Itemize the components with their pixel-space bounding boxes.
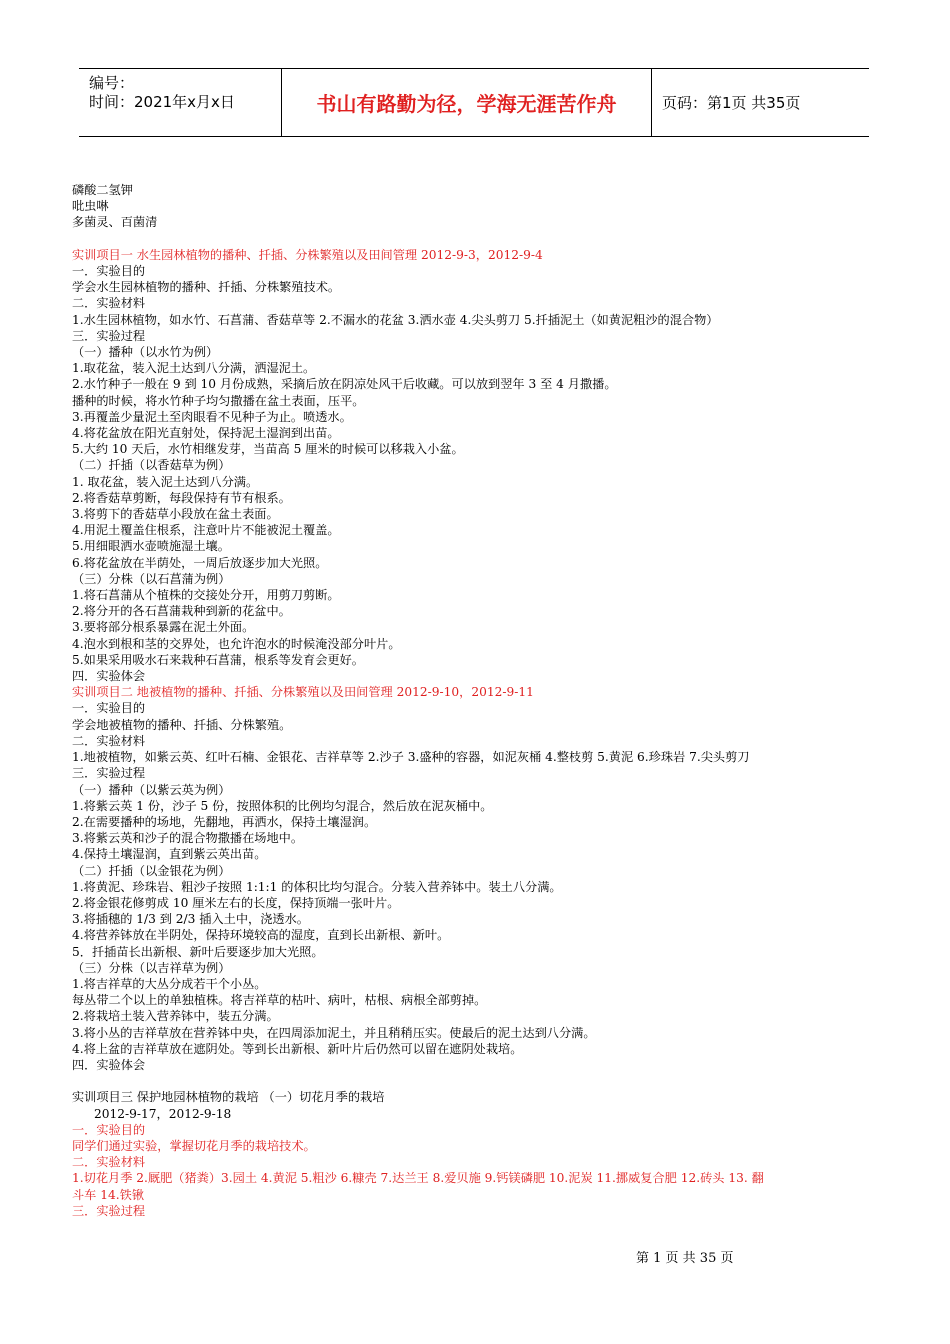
text-line: 1.取花盆，装入泥土达到八分满，洒湿泥土。 <box>72 361 316 376</box>
header-page-number <box>662 69 869 136</box>
text-line: 1.将吉祥草的大丛分成若干个小丛。 <box>72 976 267 991</box>
text-line: 1.将紫云英 1 份，沙子 5 份，按照体积的比例均匀混合，然后放在泥灰桶中。 <box>72 798 493 813</box>
text-line: 2.在需要播种的场地，先翻地，再洒水，保持土壤湿润。 <box>72 814 377 829</box>
text-line: 二．实验材料 <box>72 296 146 311</box>
text-line: 1.切花月季 2.厩肥（猪粪）3.园土 4.黄泥 5.粗沙 6.糠壳 7.达兰王 8.爱贝施 9.钙镁磷肥 10.泥炭 11.挪威复合肥 12.砖头 13. 翻 <box>72 1171 764 1186</box>
text-line: （一）播种（以紫云英为例） <box>72 782 231 797</box>
text-line: 3.将剪下的香菇草小段放在盆土表面。 <box>72 507 279 522</box>
text-line: 三．实验过程 <box>72 328 146 343</box>
text-line: 实训项目二 地被植物的播种、扦插、分株繁殖以及田间管理 2012-9-10，2012-9-11 <box>72 685 534 700</box>
text-line: 4.泡水到根和茎的交界处，也允许泡水的时候淹没部分叶片。 <box>72 636 401 651</box>
text-line: 学会地被植物的播种、扦插、分株繁殖。 <box>72 717 292 732</box>
text-line: 吡虫啉 <box>72 199 109 214</box>
text-line: 学会水生园林植物的播种、扦插、分株繁殖技术。 <box>72 280 341 295</box>
text-line: （一）播种（以水竹为例） <box>72 345 219 360</box>
blank-line <box>72 231 882 247</box>
text-line: （二）扦插（以香菇草为例） <box>72 458 231 473</box>
text-line: 3.再覆盖少量泥土至肉眼看不见种子为止。喷透水。 <box>72 409 352 424</box>
text-line: 一．实验目的 <box>72 1122 146 1137</box>
text-line: 1.将黄泥、珍珠岩、粗沙子按照 1:1:1 的体积比均匀混合。分装入营养钵中。装土八分满。 <box>72 879 562 894</box>
text-line: 1.将石菖蒲从个植株的交接处分开，用剪刀剪断。 <box>72 588 340 603</box>
text-line: 4.将营养钵放在半阴处，保持环境较高的湿度，直到长出新根、新叶。 <box>72 928 450 943</box>
text-line: 3.将小丛的吉祥草放在营养钵中央，在四周添加泥土，并且稍稍压实。使最后的泥土达到八分满。 <box>72 1025 596 1040</box>
text-line: 斗车 14.铁锹 <box>72 1187 145 1202</box>
text-line: 四．实验体会 <box>72 1057 146 1072</box>
text-line: 4.将花盆放在阳光直射处，保持泥土湿润到出苗。 <box>72 426 340 441</box>
text-line: 二．实验材料 <box>72 733 146 748</box>
text-line: 4.用泥土覆盖住根系，注意叶片不能被泥土覆盖。 <box>72 523 340 538</box>
date-label: 时间：2021年x月x日 <box>89 93 235 111</box>
text-line: 一．实验目的 <box>72 701 146 716</box>
text-line: 5.大约 10 天后，水竹相继发芽，当苗高 5 厘米的时候可以移栽入小盆。 <box>72 442 464 457</box>
text-line: 四．实验体会 <box>72 669 146 684</box>
text-line: （二）扦插（以金银花为例） <box>72 863 231 878</box>
text-line: 实训项目一 水生园林植物的播种、扦插、分株繁殖以及田间管理 2012-9-3，2012-9-4 <box>72 247 543 262</box>
text-line: 1.地被植物，如紫云英、红叶石楠、金银花、吉祥草等 2.沙子 3.盛种的容器，如泥灰桶 4.整枝剪 5.黄泥 6.珍珠岩 7.尖头剪刀 <box>72 750 750 765</box>
text-line: 5．扦插苗长出新根、新叶后要逐步加大光照。 <box>72 944 324 959</box>
text-line: 三．实验过程 <box>72 766 146 781</box>
text-line: 三．实验过程 <box>72 1203 146 1218</box>
text-line: 5.如果采用吸水石来栽种石菖蒲，根系等发育会更好。 <box>72 652 364 667</box>
text-line: 2012-9-17，2012-9-18 <box>94 1106 232 1121</box>
text-line: 6.将花盆放在半荫处，一周后放逐步加大光照。 <box>72 555 328 570</box>
text-line: 3.要将部分根系暴露在泥土外面。 <box>72 620 255 635</box>
text-line: 实训项目三 保护地园林植物的栽培 （一）切花月季的栽培 <box>72 1090 385 1105</box>
text-line: 2.水竹种子一般在 9 到 10 月份成熟，采摘后放在阴凉处风干后收藏。可以放到翌年 3 至 4 月撒播。 <box>72 377 617 392</box>
text-line: 3.将插穗的 1/3 到 2/3 插入土中，浇透水。 <box>72 912 309 927</box>
text-line: 1.水生园林植物，如水竹、石菖蒲、香菇草等 2.不漏水的花盆 3.洒水壶 4.尖头剪刀 5.扦插泥土（如黄泥粗沙的混合物） <box>72 312 719 327</box>
text-line: 播种的时候，将水竹种子均匀撒播在盆土表面，压平。 <box>72 393 365 408</box>
number-label: 编号： <box>89 74 135 92</box>
text-line: 磷酸二氢钾 <box>72 183 133 197</box>
text-line: 2.将金银花修剪成 10 厘米左右的长度，保持顶端一张叶片。 <box>72 895 400 910</box>
text-line: 4.将上盆的吉祥草放在遮阴处。等到长出新根、新叶片后仍然可以留在遮阴处栽培。 <box>72 1041 523 1056</box>
text-line: 3.将紫云英和沙子的混合物撒播在场地中。 <box>72 831 304 846</box>
blank-line <box>72 1073 882 1089</box>
text-line: 2.将栽培土装入营养钵中，装五分满。 <box>72 1009 279 1024</box>
text-line: 4.保持土壤湿润，直到紫云英出苗。 <box>72 847 267 862</box>
text-line: （三）分株（以吉祥草为例） <box>72 960 231 975</box>
text-line: 2.将分开的各石菖蒲栽种到新的花盆中。 <box>72 604 291 619</box>
text-line: 同学们通过实验，掌握切花月季的栽培技术。 <box>72 1138 316 1153</box>
text-line: 每丛带二个以上的单独植株。将吉祥草的枯叶、病叶，枯根、病根全部剪掉。 <box>72 993 487 1008</box>
text-line: 一．实验目的 <box>72 264 146 278</box>
text-line: 多菌灵、百菌清 <box>72 215 158 230</box>
text-line: 1. 取花盆，装入泥土达到八分满。 <box>72 474 259 489</box>
page-footer: 第 1 页 共 35 页 <box>636 1251 734 1266</box>
header-motto: 书山有路勤为径，学海无涯苦作舟 <box>282 69 652 136</box>
text-line: 二．实验材料 <box>72 1155 146 1170</box>
text-line: （三）分株（以石菖蒲为例） <box>72 571 231 586</box>
page-number-label: 页码：第1页 共35页 <box>662 94 801 112</box>
document-body <box>72 182 882 1219</box>
page-header <box>79 68 869 137</box>
text-line: 2.将香菇草剪断，每段保持有节有根系。 <box>72 490 291 505</box>
header-info-cell <box>79 69 282 136</box>
text-line: 5.用细眼洒水壶喷施湿土壤。 <box>72 539 230 554</box>
